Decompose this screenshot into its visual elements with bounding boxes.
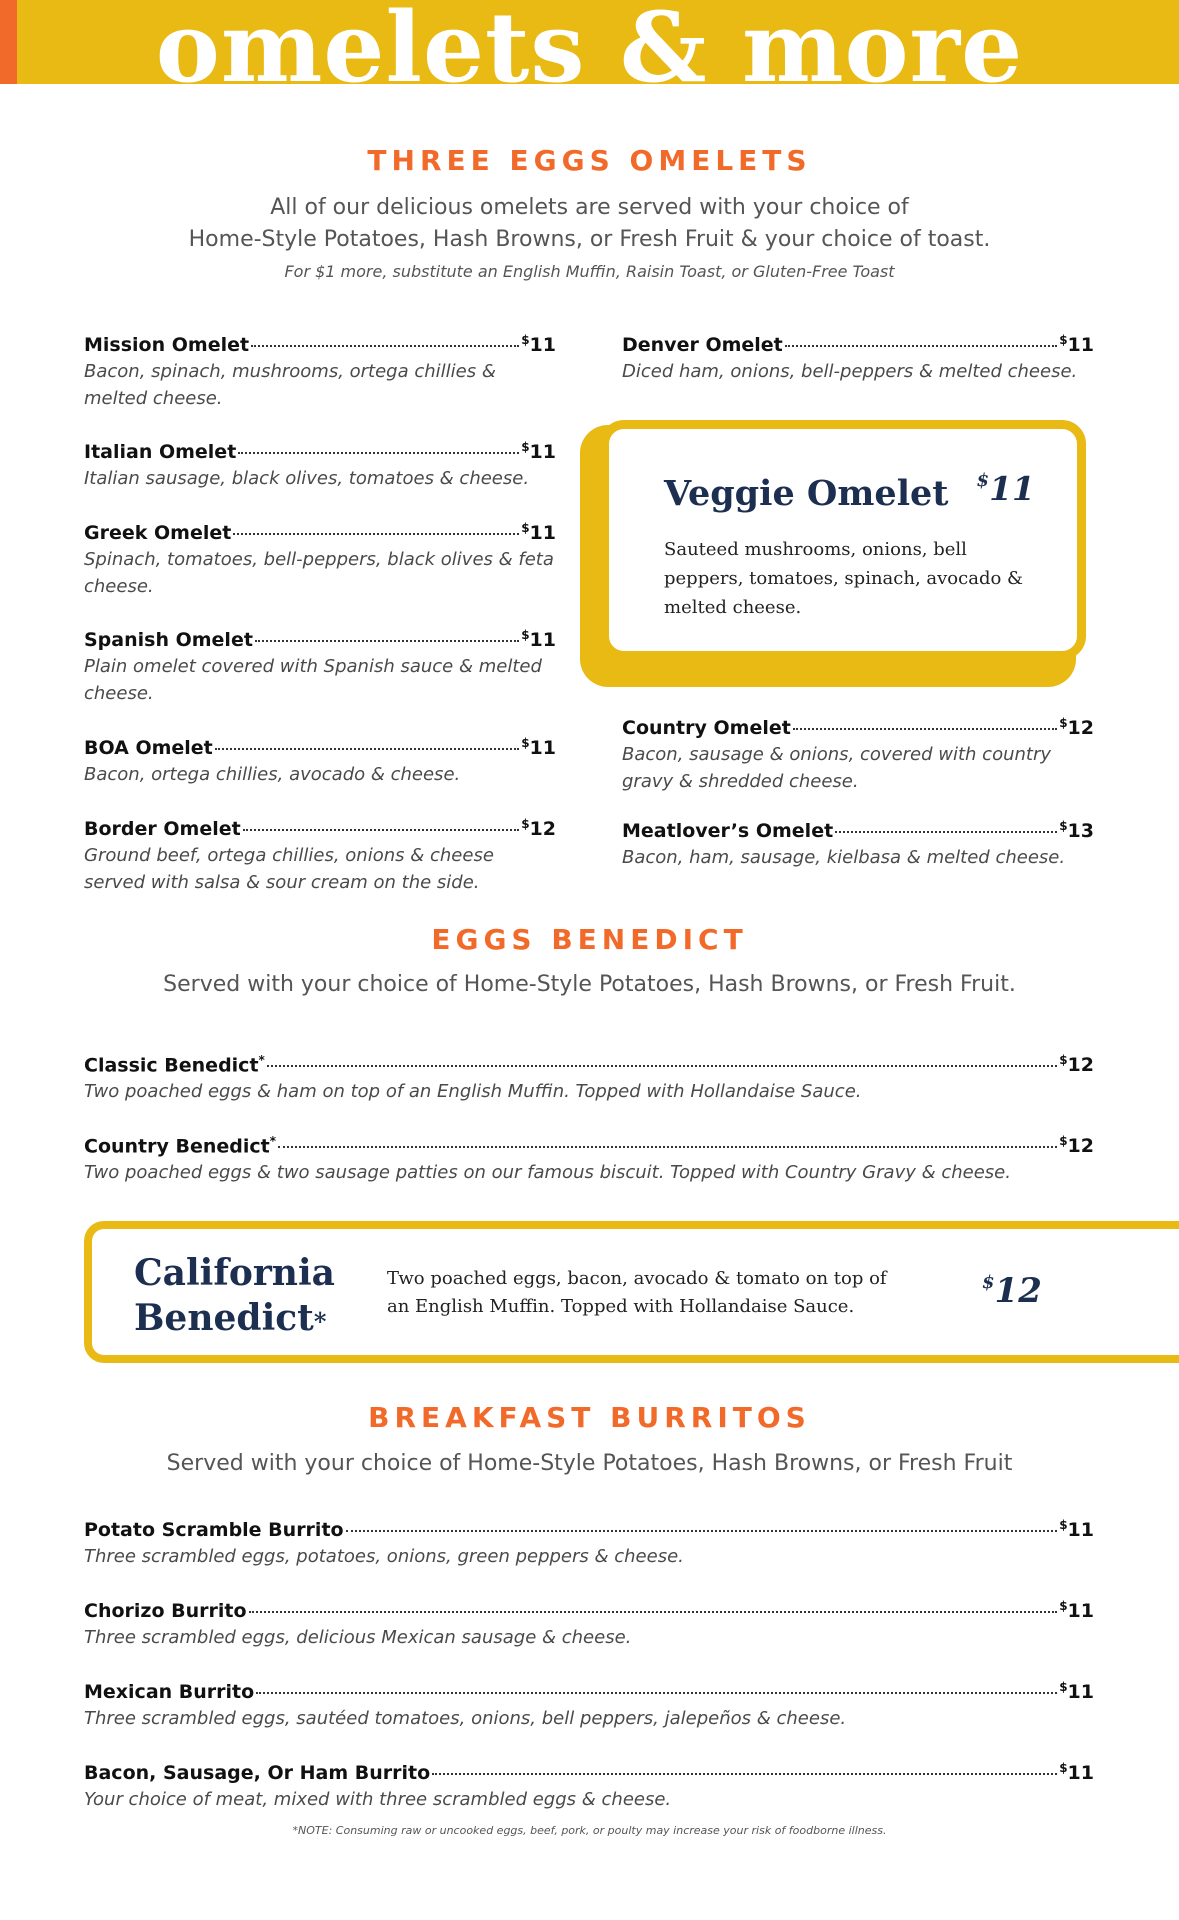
item-name: Greek Omelet: [84, 522, 232, 544]
item-name: Country Omelet: [622, 717, 791, 739]
dot-leader: [432, 1773, 1057, 1775]
item-description: Ground beef, ortega chillies, onions & cheese served with salsa & sour cream on the side.: [84, 845, 494, 893]
feature-name: California Benedict*: [134, 1252, 335, 1339]
menu-item-boa-omelet: [84, 731, 556, 788]
item-name: Spanish Omelet: [84, 629, 253, 651]
feature-description: Two poached eggs, bacon, avocado & tomato on top of an English Muffin. Topped with Hollandaise Sauce.: [387, 1268, 887, 1317]
menu-item-classic-benedict: [84, 1048, 1094, 1105]
item-description: Two poached eggs & two sausage patties on our famous biscuit. Topped with Country Gravy & cheese.: [84, 1162, 1011, 1184]
dot-leader: [233, 533, 519, 535]
item-price: $11: [1059, 1761, 1094, 1784]
item-price: $11: [1059, 333, 1094, 356]
item-description: Two poached eggs & ham on top of an English Muffin. Topped with Hollandaise Sauce.: [84, 1081, 862, 1103]
menu-item-country-omelet: [622, 711, 1094, 795]
section-title-benedict: EGGS BENEDICT: [431, 923, 748, 956]
item-name: Mission Omelet: [84, 334, 250, 356]
item-price: $11: [1059, 1680, 1094, 1703]
section-title-omelets: THREE EGGS OMELETS: [367, 144, 812, 177]
dot-leader: [251, 345, 519, 347]
veggie-omelet-feature-box: [600, 420, 1086, 660]
item-name: Chorizo Burrito: [84, 1600, 247, 1622]
raw-food-footnote: *NOTE: Consuming raw or uncooked eggs, beef, pork, or poulty may increase your risk of foodborne illness.: [292, 1824, 887, 1837]
omelets-substitution-note: For $1 more, substitute an English Muffin, Raisin Toast, or Gluten-Free Toast: [284, 262, 895, 281]
page-title: omelets & more: [155, 0, 1024, 84]
item-price: $12: [521, 817, 556, 840]
item-price: $12: [1059, 1053, 1094, 1077]
item-description: Your choice of meat, mixed with three scrambled eggs & cheese.: [84, 1789, 672, 1810]
item-name: Border Omelet: [84, 818, 241, 840]
menu-item-spanish-omelet: [84, 623, 556, 707]
item-price: $11: [521, 736, 556, 759]
feature-description: Sauteed mushrooms, onions, bell peppers, tomatoes, spinach, avocado & melted cheese.: [664, 539, 1024, 618]
dot-leader: [793, 728, 1057, 730]
item-description: Bacon, sausage & onions, covered with country gravy & shredded cheese.: [622, 744, 1052, 792]
item-description: Bacon, ham, sausage, kielbasa & melted cheese.: [622, 847, 1066, 868]
dot-leader: [785, 345, 1057, 347]
feature-name: Veggie Omelet: [664, 473, 949, 514]
item-name: Mexican Burrito: [84, 1681, 255, 1703]
dot-leader: [249, 1611, 1058, 1613]
menu-item-denver-omelet: [622, 328, 1094, 385]
item-description: Plain omelet covered with Spanish sauce & melted cheese.: [84, 656, 542, 704]
item-description: Spinach, tomatoes, bell-peppers, black olives & feta cheese.: [84, 549, 554, 597]
dot-leader: [278, 1146, 1057, 1148]
omelets-subtitle-line1: All of our delicious omelets are served with your choice of: [270, 195, 909, 220]
dot-leader: [215, 748, 519, 750]
item-description: Bacon, spinach, mushrooms, ortega chillies & melted cheese.: [84, 361, 496, 409]
menu-item-mexican-burrito: [84, 1675, 1094, 1732]
item-price: $11: [1059, 1599, 1094, 1622]
dot-leader: [267, 1065, 1057, 1067]
item-price: $12: [1059, 716, 1094, 739]
omelets-subtitle-line2: Home-Style Potatoes, Hash Browns, or Fresh Fruit & your choice of toast.: [188, 227, 991, 252]
menu-item-potato-scramble-burrito: [84, 1513, 1094, 1570]
item-price: $13: [1059, 819, 1094, 842]
item-name: Classic Benedict*: [84, 1053, 265, 1077]
item-name: Bacon, Sausage, Or Ham Burrito: [84, 1762, 431, 1784]
item-description: Three scrambled eggs, delicious Mexican sausage & cheese.: [84, 1627, 632, 1648]
menu-item-mission-omelet: [84, 328, 556, 412]
item-description: Three scrambled eggs, sautéed tomatoes, onions, bell peppers, jalepeños & cheese.: [84, 1708, 847, 1729]
item-price: $12: [1059, 1134, 1094, 1158]
item-price: $11: [521, 440, 556, 463]
item-description: Italian sausage, black olives, tomatoes & cheese.: [84, 468, 530, 489]
menu-item-bacon-sausage-ham-burrito: [84, 1756, 1094, 1813]
menu-item-country-benedict: [84, 1129, 1094, 1186]
item-description: Bacon, ortega chillies, avocado & cheese.: [84, 764, 461, 785]
item-name: Country Benedict*: [84, 1134, 277, 1158]
item-description: Three scrambled eggs, potatoes, onions, green peppers & cheese.: [84, 1546, 684, 1567]
menu-item-italian-omelet: [84, 435, 556, 492]
california-benedict-feature-box: [84, 1221, 1179, 1363]
menu-item-greek-omelet: [84, 516, 556, 600]
item-name: Italian Omelet: [84, 441, 237, 463]
item-price: $11: [521, 628, 556, 651]
item-price: $11: [521, 333, 556, 356]
item-price: $11: [1059, 1518, 1094, 1541]
item-name: Potato Scramble Burrito: [84, 1519, 344, 1541]
item-name: BOA Omelet: [84, 737, 213, 759]
dot-leader: [255, 640, 519, 642]
item-name: Denver Omelet: [622, 334, 783, 356]
menu-item-chorizo-burrito: [84, 1594, 1094, 1651]
item-description: Diced ham, onions, bell-peppers & melted cheese.: [622, 361, 1078, 382]
dot-leader: [243, 829, 519, 831]
header-banner: [0, 0, 1179, 84]
feature-price: $11: [976, 469, 1035, 508]
benedict-subtitle: Served with your choice of Home-Style Potatoes, Hash Browns, or Fresh Fruit.: [163, 972, 1016, 997]
menu-item-meatlovers-omelet: [622, 814, 1094, 871]
dot-leader: [835, 831, 1057, 833]
dot-leader: [238, 452, 519, 454]
section-title-burritos: BREAKFAST BURRITOS: [368, 1401, 811, 1434]
item-name: Meatlover’s Omelet: [622, 820, 834, 842]
feature-price: $12: [982, 1271, 1042, 1311]
dot-leader: [346, 1530, 1058, 1532]
dot-leader: [256, 1692, 1057, 1694]
item-price: $11: [521, 521, 556, 544]
menu-item-border-omelet: [84, 812, 556, 896]
burritos-subtitle: Served with your choice of Home-Style Potatoes, Hash Browns, or Fresh Fruit: [166, 1451, 1013, 1476]
